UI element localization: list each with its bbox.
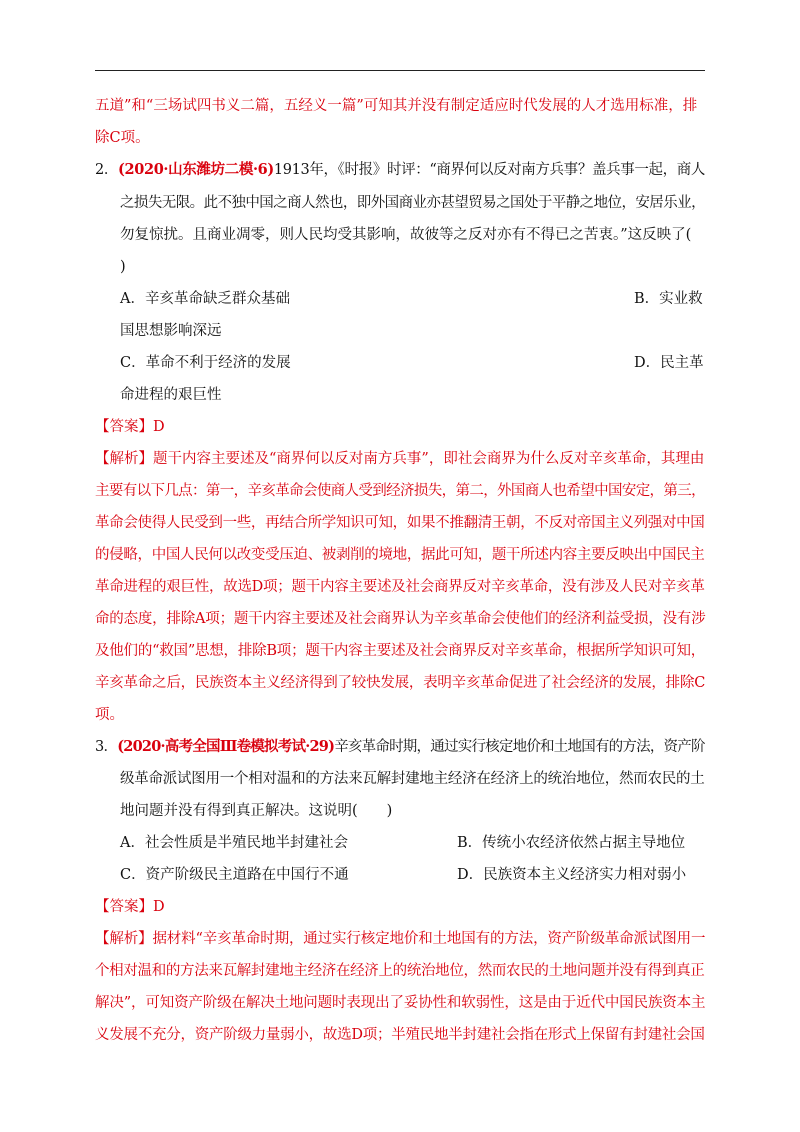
- q3-answer: 【答案】D: [95, 899, 165, 915]
- q2-stem-text-1: 1913年，《时报》时评：“商界何以反对南方兵事？盖兵事一起，商人: [273, 162, 706, 178]
- q2-stem-line-4: ): [120, 259, 126, 275]
- q3-option-a: A．社会性质是半殖民地半封建社会: [120, 835, 348, 851]
- q2-analysis-line-6: 命的态度，排除A项；题干内容主要述及社会商界认为辛亥革命会使他们的经济利益受损，没有涉: [95, 611, 706, 627]
- q2-analysis-line-1: 【解析】题干内容主要述及“商界何以反对南方兵事”，即社会商界为什么反对辛亥革命，其理由: [95, 451, 705, 467]
- q3-source: (2020·高考全国Ⅲ卷模拟考试·29): [117, 738, 335, 755]
- q2-option-d: D．民主革: [634, 355, 704, 371]
- header-rule: [95, 70, 705, 71]
- continuation-line-1: 五道”和“三场试四书义二篇，五经义一篇”可知其并没有制定适应时代发展的人才选用标准，排: [95, 98, 698, 114]
- q3-number: 3．: [95, 739, 118, 755]
- q3-stem-line-2: 级革命派试图用一个相对温和的方法来瓦解封建地主经济在经济上的统治地位，然而农民的土: [120, 771, 705, 787]
- q2-option-c: C．革命不利于经济的发展: [120, 355, 291, 371]
- q2-stem-line-3: 勿复惊扰。且商业凋零，则人民均受其影响，故彼等之反对亦有不得已之苦衷。”这反映了(: [120, 227, 692, 243]
- q3-stem-text-1: 辛亥革命时期，通过实行核定地价和土地国有的方法，资产阶: [334, 739, 705, 755]
- q2-analysis-line-2: 主要有以下几点：第一，辛亥革命会使商人受到经济损失，第二，外国商人也希望中国安定，第三，: [95, 483, 706, 499]
- q3-option-d: D．民族资本主义经济实力相对弱小: [457, 867, 687, 883]
- q2-analysis-line-4: 的侵略，中国人民何以改变受压迫、被剥削的境地，据此可知，题干所述内容主要反映出中国民主: [95, 547, 705, 563]
- q2-option-b: B．实业救: [634, 291, 703, 307]
- q3-analysis-line-4: 义发展不充分，资产阶级力量弱小，故选D项；半殖民地半封建社会指在形式上保留有封建社会国: [95, 1027, 705, 1043]
- q2-number: 2．: [95, 162, 119, 178]
- q2-answer: 【答案】D: [95, 419, 165, 435]
- q2-analysis-line-9: 项。: [95, 707, 124, 723]
- q2-option-d-continued: 命进程的艰巨性: [120, 387, 222, 403]
- q2-analysis-line-8: 辛亥革命之后，民族资本主义经济得到了较快发展，表明辛亥革命促进了社会经济的发展，排除C: [95, 675, 706, 691]
- q2-option-b-continued: 国思想影响深远: [120, 323, 222, 339]
- q2-option-a: A．辛亥革命缺乏群众基础: [120, 291, 290, 307]
- q3-analysis-line-3: 解决”，可知资产阶级在解决土地问题时表现出了妥协性和软弱性，这是由于近代中国民族资本主: [95, 995, 706, 1011]
- q3-analysis-line-2: 个相对温和的方法来瓦解封建地主经济在经济上的统治地位，然而农民的土地问题并没有得到真正: [95, 963, 705, 979]
- q2-stem-line-2: 之损失无限。此不独中国之商人然也，即外国商业亦甚望贸易之国处于平静之地位，安居乐业，: [120, 195, 706, 211]
- q2-analysis-line-3: 革命会使得人民受到一些，再结合所学知识可知，如果不推翻清王朝，不反对帝国主义列强对中国: [95, 515, 705, 531]
- q2-stem-line-1: [95, 160, 705, 180]
- q3-stem-line-3: 地问题并没有得到真正解决。这说明( ): [120, 803, 393, 819]
- q3-analysis-line-1: 【解析】据材料“辛亥革命时期，通过实行核定地价和土地国有的方法，资产阶级革命派试图用一: [95, 931, 706, 947]
- q2-analysis-line-5: 革命进程的艰巨性，故选D项；题干内容主要述及社会商界反对辛亥革命，没有涉及人民对辛亥革: [95, 579, 705, 595]
- q2-analysis-line-7: 及他们的“救国”思想，排除B项；题干内容主要述及社会商界反对辛亥革命，根据所学知识可知，: [95, 643, 705, 659]
- q3-option-b: B．传统小农经济依然占据主导地位: [457, 835, 686, 851]
- continuation-line-2: 除C项。: [95, 130, 150, 146]
- q2-source: (2020·山东潍坊二模·6): [118, 161, 274, 178]
- q3-stem-line-1: [95, 737, 705, 757]
- q3-option-c: C．资产阶级民主道路在中国行不通: [120, 867, 349, 883]
